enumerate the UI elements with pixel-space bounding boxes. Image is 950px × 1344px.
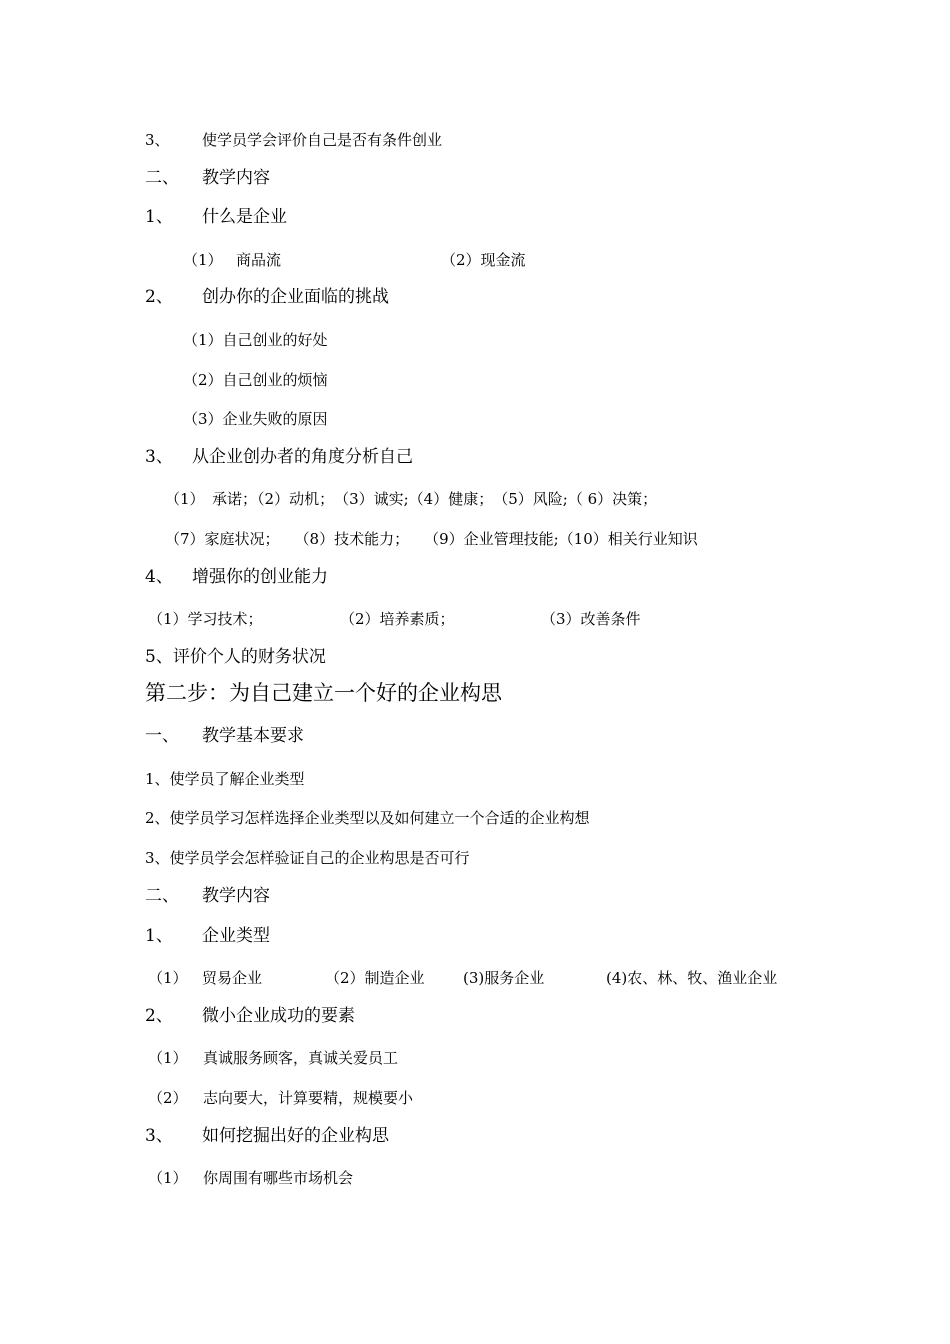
subitem-number: （2） (148, 1089, 188, 1107)
topic-number: 1、 (145, 207, 173, 227)
subitem-text: 志向要大，计算要精，规模要小 (203, 1089, 414, 1107)
subitem-list: （1） 承诺；（2）动机； （3）诚实;（4）健康； （5）风险;（ 6）决策； (165, 490, 658, 508)
section-title: 教学内容 (202, 168, 270, 188)
subitem-text: （3）改善条件 (541, 610, 641, 628)
subitem-text: 贸易企业 (202, 969, 263, 987)
topic-title: 如何挖掘出好的企业构思 (202, 1126, 389, 1146)
subitem-text: （2）现金流 (441, 251, 526, 269)
topic-number: 2、 (145, 1006, 173, 1026)
topic-number: 1、 (145, 926, 173, 946)
subitem-text: （1）学习技术； (148, 610, 263, 628)
topic-title: 什么是企业 (202, 207, 287, 227)
item-number: 3、 (145, 131, 170, 149)
requirement-item: 2、使学员学习怎样选择企业类型以及如何建立一个合适的企业构想 (145, 809, 590, 827)
subitem: （2）自己创业的烦恼 (183, 371, 328, 389)
topic-title: 企业类型 (202, 926, 270, 946)
item-text: 使学员学会评价自己是否有条件创业 (202, 131, 443, 149)
topic-heading: 5、评价个人的财务状况 (145, 647, 326, 667)
section-title: 教学内容 (202, 886, 270, 906)
subitem-text: 真诚服务顾客，真诚关爱员工 (203, 1049, 399, 1067)
subitem-text: （2）培养素质； (340, 610, 455, 628)
requirement-item: 1、使学员了解企业类型 (145, 770, 305, 788)
subitem-number: （1） (148, 1049, 188, 1067)
section-number: 二、 (145, 168, 179, 188)
section-number: 二、 (145, 886, 179, 906)
step-heading: 第二步：为自己建立一个好的企业构思 (145, 681, 502, 705)
subitem-number: （1） (148, 1169, 188, 1187)
subitem-number: （1） (148, 969, 188, 987)
subitem-text: 你周围有哪些市场机会 (203, 1169, 354, 1187)
subitem: （1）自己创业的好处 (183, 331, 328, 349)
section-title: 教学基本要求 (202, 726, 304, 746)
topic-title: 创办你的企业面临的挑战 (202, 287, 389, 307)
subitem-text: (4)农、林、牧、渔业企业 (606, 969, 778, 987)
requirement-item: 3、使学员学会怎样验证自己的企业构思是否可行 (145, 849, 470, 867)
subitem-text: （2）制造企业 (325, 969, 425, 987)
subitem-number: （1） (183, 251, 223, 269)
topic-number: 3、 (145, 1126, 173, 1146)
topic-number: 3、 (145, 447, 173, 467)
topic-title: 从企业创办者的角度分析自己 (192, 447, 413, 467)
subitem-list: （7）家庭状况； （8）技术能力； （9）企业管理技能;（10）相关行业知识 (165, 530, 698, 548)
topic-number: 2、 (145, 287, 173, 307)
topic-number: 4、 (145, 567, 173, 587)
subitem: （3）企业失败的原因 (183, 410, 328, 428)
subitem-text: 商品流 (236, 251, 282, 269)
subitem-text: (3)服务企业 (463, 969, 545, 987)
topic-title: 增强你的创业能力 (192, 567, 328, 587)
topic-title: 微小企业成功的要素 (202, 1006, 355, 1026)
section-number: 一、 (145, 726, 179, 746)
